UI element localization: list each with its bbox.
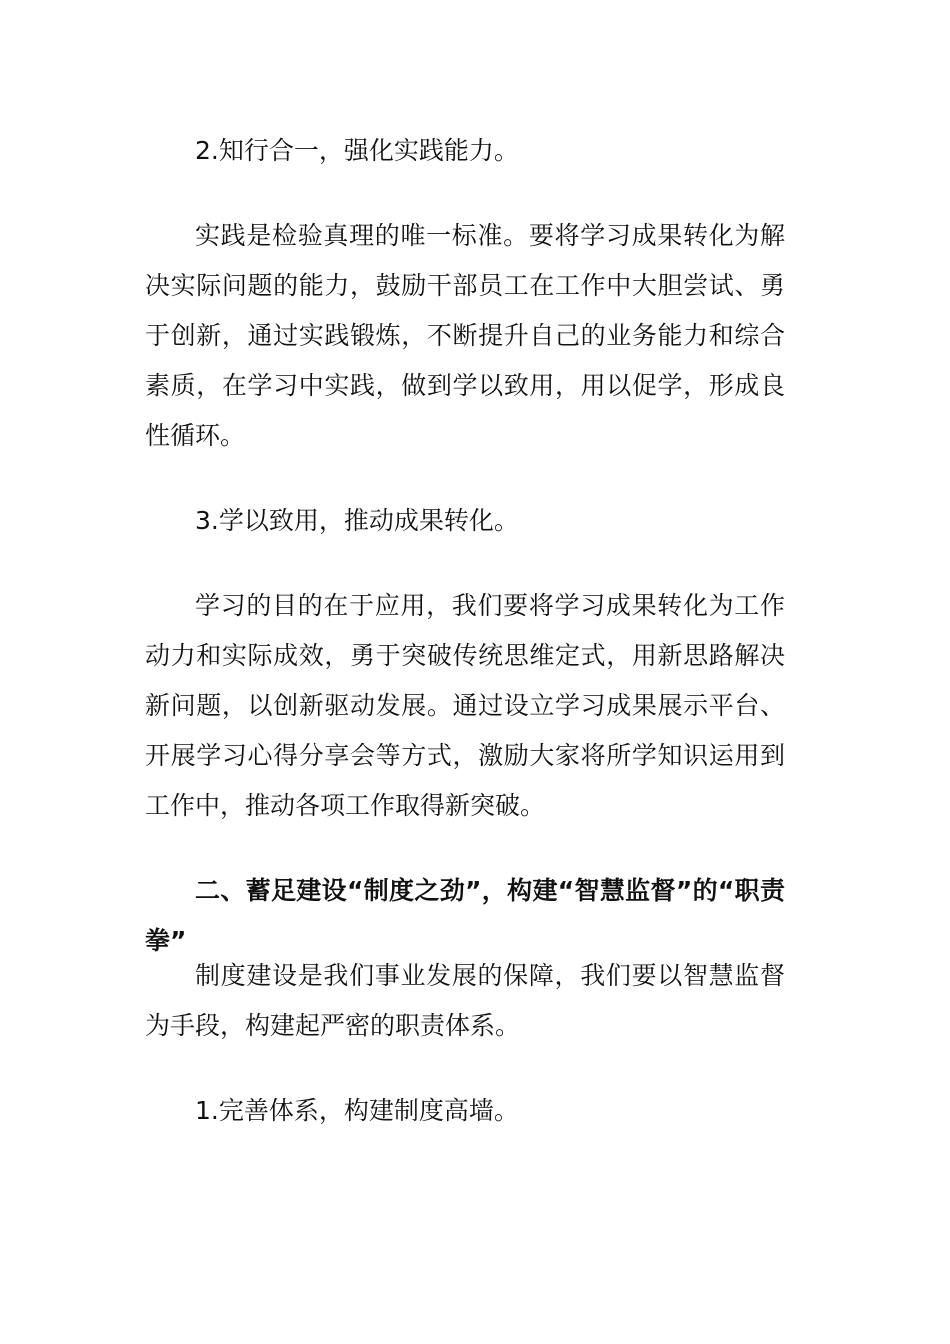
body-paragraph-practice: 实践是检验真理的唯一标准。要将学习成果转化为解决实际问题的能力，鼓励干部员工在工作中大胆尝试、勇于创新，通过实践锻炼，不断提升自己的业务能力和综合素质，在学习中实践，做到学以致用，用以促学，形成良性循环。 — [145, 221, 785, 450]
subheading-3: 3.学以致用，推动成果转化。 — [195, 506, 519, 535]
section-heading-2: 二、蓄足建设“制度之劲”，构建“智慧监督”的“职责拳” — [145, 876, 785, 955]
body-paragraph-system: 制度建设是我们事业发展的保障，我们要以智慧监督为手段，构建起严密的职责体系。 — [145, 961, 785, 1040]
subheading-2: 2.知行合一，强化实践能力。 — [195, 136, 519, 165]
body-paragraph-application: 学习的目的在于应用，我们要将学习成果转化为工作动力和实际成效，勇于突破传统思维定式，用新思路解决新问题，以创新驱动发展。通过设立学习成果展示平台、开展学习心得分享会等方式，激励大家将所学知识运用到工作中，推动各项工作取得新突破。 — [145, 591, 785, 820]
subheading-1: 1.完善体系，构建制度高墙。 — [195, 1096, 519, 1125]
